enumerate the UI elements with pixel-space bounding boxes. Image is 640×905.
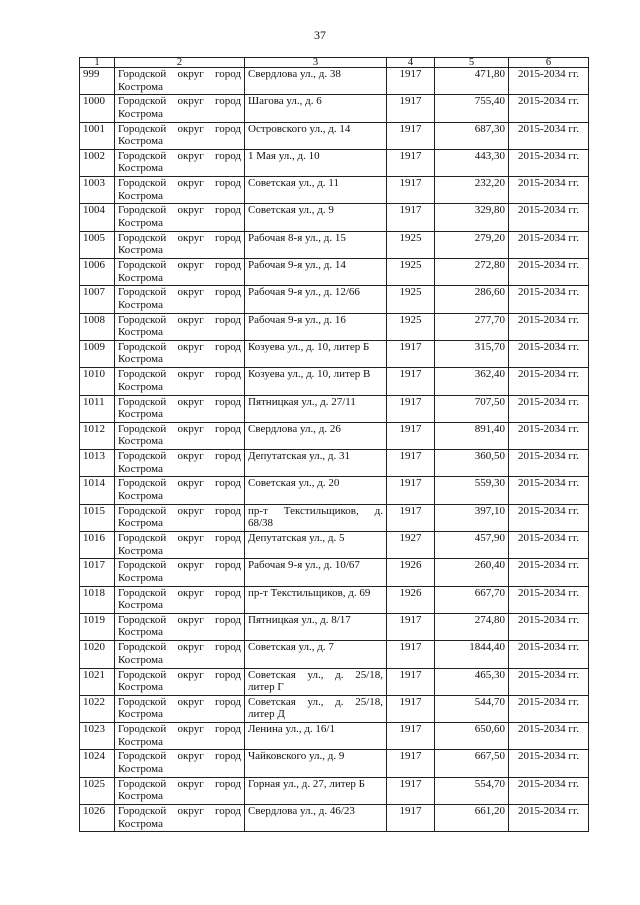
municipality-cell: Городской округ город Кострома <box>115 122 245 149</box>
year-cell: 1917 <box>387 68 435 95</box>
row-number: 1015 <box>80 504 115 531</box>
year-cell: 1917 <box>387 805 435 832</box>
municipality-cell: Городской округ город Кострома <box>115 368 245 395</box>
area-cell: 667,50 <box>435 750 509 777</box>
municipality-cell: Городской округ город Кострома <box>115 559 245 586</box>
table-row <box>80 504 589 531</box>
year-cell: 1917 <box>387 95 435 122</box>
address-cell: Свердлова ул., д. 38 <box>245 68 387 95</box>
area-cell: 279,20 <box>435 231 509 258</box>
area-cell: 360,50 <box>435 450 509 477</box>
row-number: 1008 <box>80 313 115 340</box>
year-cell: 1925 <box>387 286 435 313</box>
repair-period-cell: 2015-2034 гг. <box>509 805 589 832</box>
table-row <box>80 805 589 832</box>
address-cell: пр-т Текстильщиков, д. 69 <box>245 586 387 613</box>
repair-period-cell: 2015-2034 гг. <box>509 750 589 777</box>
area-cell: 397,10 <box>435 504 509 531</box>
address-cell: Свердлова ул., д. 26 <box>245 422 387 449</box>
address-cell: Советская ул., д. 20 <box>245 477 387 504</box>
table-row <box>80 259 589 286</box>
municipality-cell: Городской округ город Кострома <box>115 777 245 804</box>
repair-period-cell: 2015-2034 гг. <box>509 149 589 176</box>
year-cell: 1917 <box>387 340 435 367</box>
year-cell: 1917 <box>387 177 435 204</box>
area-cell: 443,30 <box>435 149 509 176</box>
repair-period-cell: 2015-2034 гг. <box>509 259 589 286</box>
area-cell: 891,40 <box>435 422 509 449</box>
year-cell: 1925 <box>387 313 435 340</box>
address-cell: Островского ул., д. 14 <box>245 122 387 149</box>
area-cell: 260,40 <box>435 559 509 586</box>
table-row <box>80 695 589 722</box>
year-cell: 1917 <box>387 204 435 231</box>
column-header: 2 <box>115 58 245 68</box>
year-cell: 1917 <box>387 368 435 395</box>
table-row <box>80 286 589 313</box>
repair-period-cell: 2015-2034 гг. <box>509 422 589 449</box>
area-cell: 707,50 <box>435 395 509 422</box>
municipality-cell: Городской округ город Кострома <box>115 313 245 340</box>
table-row <box>80 68 589 95</box>
repair-period-cell: 2015-2034 гг. <box>509 231 589 258</box>
table-row <box>80 368 589 395</box>
table-row <box>80 177 589 204</box>
address-cell: Ленина ул., д. 16/1 <box>245 723 387 750</box>
area-cell: 554,70 <box>435 777 509 804</box>
row-number: 1019 <box>80 613 115 640</box>
table-row <box>80 204 589 231</box>
repair-period-cell: 2015-2034 гг. <box>509 340 589 367</box>
repair-period-cell: 2015-2034 гг. <box>509 532 589 559</box>
address-cell: Козуева ул., д. 10, литер В <box>245 368 387 395</box>
repair-period-cell: 2015-2034 гг. <box>509 559 589 586</box>
address-cell: Рабочая 9-я ул., д. 16 <box>245 313 387 340</box>
address-cell: Шагова ул., д. 6 <box>245 95 387 122</box>
address-cell: Рабочая 9-я ул., д. 10/67 <box>245 559 387 586</box>
municipality-cell: Городской округ город Кострома <box>115 477 245 504</box>
address-cell: пр-т Текстильщиков, д. 68/38 <box>245 504 387 531</box>
table-row <box>80 613 589 640</box>
year-cell: 1917 <box>387 450 435 477</box>
year-cell: 1917 <box>387 149 435 176</box>
address-cell: Пятницкая ул., д. 27/11 <box>245 395 387 422</box>
row-number: 1020 <box>80 641 115 668</box>
repair-period-cell: 2015-2034 гг. <box>509 477 589 504</box>
row-number: 1005 <box>80 231 115 258</box>
municipality-cell: Городской округ город Кострома <box>115 95 245 122</box>
header-row <box>80 58 589 68</box>
table-body <box>80 68 589 832</box>
area-cell: 559,30 <box>435 477 509 504</box>
area-cell: 277,70 <box>435 313 509 340</box>
row-number: 1004 <box>80 204 115 231</box>
table-row <box>80 777 589 804</box>
repair-period-cell: 2015-2034 гг. <box>509 177 589 204</box>
year-cell: 1917 <box>387 641 435 668</box>
municipality-cell: Городской округ город Кострома <box>115 422 245 449</box>
municipality-cell: Городской округ город Кострома <box>115 532 245 559</box>
municipality-cell: Городской округ город Кострома <box>115 68 245 95</box>
municipality-cell: Городской округ город Кострома <box>115 504 245 531</box>
table-row <box>80 340 589 367</box>
row-number: 1009 <box>80 340 115 367</box>
year-cell: 1917 <box>387 395 435 422</box>
row-number: 1017 <box>80 559 115 586</box>
address-cell: Пятницкая ул., д. 8/17 <box>245 613 387 640</box>
municipality-cell: Городской округ город Кострома <box>115 695 245 722</box>
table-row <box>80 641 589 668</box>
area-cell: 274,80 <box>435 613 509 640</box>
address-cell: Козуева ул., д. 10, литер Б <box>245 340 387 367</box>
address-cell: Советская ул., д. 25/18, литер Г <box>245 668 387 695</box>
table-row <box>80 532 589 559</box>
area-cell: 457,90 <box>435 532 509 559</box>
row-number: 1018 <box>80 586 115 613</box>
column-header: 4 <box>387 58 435 68</box>
column-header: 5 <box>435 58 509 68</box>
municipality-cell: Городской округ город Кострома <box>115 723 245 750</box>
table-row <box>80 95 589 122</box>
column-header: 3 <box>245 58 387 68</box>
repair-period-cell: 2015-2034 гг. <box>509 395 589 422</box>
area-cell: 272,80 <box>435 259 509 286</box>
repair-period-cell: 2015-2034 гг. <box>509 695 589 722</box>
table-row <box>80 586 589 613</box>
repair-period-cell: 2015-2034 гг. <box>509 668 589 695</box>
row-number: 1026 <box>80 805 115 832</box>
repair-period-cell: 2015-2034 гг. <box>509 504 589 531</box>
row-number: 1000 <box>80 95 115 122</box>
table-row <box>80 395 589 422</box>
municipality-cell: Городской округ город Кострома <box>115 204 245 231</box>
year-cell: 1925 <box>387 259 435 286</box>
repair-period-cell: 2015-2034 гг. <box>509 95 589 122</box>
municipality-cell: Городской округ город Кострома <box>115 805 245 832</box>
row-number: 1002 <box>80 149 115 176</box>
repair-period-cell: 2015-2034 гг. <box>509 641 589 668</box>
address-cell: 1 Мая ул., д. 10 <box>245 149 387 176</box>
area-cell: 471,80 <box>435 68 509 95</box>
municipality-cell: Городской округ город Кострома <box>115 149 245 176</box>
housing-registry-table <box>79 57 589 832</box>
area-cell: 329,80 <box>435 204 509 231</box>
row-number: 1014 <box>80 477 115 504</box>
area-cell: 315,70 <box>435 340 509 367</box>
municipality-cell: Городской округ город Кострома <box>115 259 245 286</box>
area-cell: 661,20 <box>435 805 509 832</box>
municipality-cell: Городской округ город Кострома <box>115 395 245 422</box>
table-row <box>80 750 589 777</box>
address-cell: Советская ул., д. 7 <box>245 641 387 668</box>
area-cell: 1844,40 <box>435 641 509 668</box>
municipality-cell: Городской округ город Кострома <box>115 340 245 367</box>
address-cell: Советская ул., д. 11 <box>245 177 387 204</box>
table-row <box>80 477 589 504</box>
repair-period-cell: 2015-2034 гг. <box>509 450 589 477</box>
row-number: 1023 <box>80 723 115 750</box>
area-cell: 286,60 <box>435 286 509 313</box>
area-cell: 362,40 <box>435 368 509 395</box>
area-cell: 465,30 <box>435 668 509 695</box>
repair-period-cell: 2015-2034 гг. <box>509 122 589 149</box>
column-header: 6 <box>509 58 589 68</box>
year-cell: 1926 <box>387 586 435 613</box>
repair-period-cell: 2015-2034 гг. <box>509 586 589 613</box>
row-number: 1024 <box>80 750 115 777</box>
repair-period-cell: 2015-2034 гг. <box>509 368 589 395</box>
table-row <box>80 231 589 258</box>
year-cell: 1917 <box>387 777 435 804</box>
address-cell: Рабочая 9-я ул., д. 14 <box>245 259 387 286</box>
row-number: 1013 <box>80 450 115 477</box>
table-row <box>80 668 589 695</box>
year-cell: 1917 <box>387 750 435 777</box>
year-cell: 1926 <box>387 559 435 586</box>
year-cell: 1917 <box>387 477 435 504</box>
municipality-cell: Городской округ город Кострома <box>115 641 245 668</box>
year-cell: 1917 <box>387 504 435 531</box>
table-row <box>80 122 589 149</box>
address-cell: Свердлова ул., д. 46/23 <box>245 805 387 832</box>
address-cell: Чайковского ул., д. 9 <box>245 750 387 777</box>
address-cell: Рабочая 9-я ул., д. 12/66 <box>245 286 387 313</box>
repair-period-cell: 2015-2034 гг. <box>509 204 589 231</box>
area-cell: 755,40 <box>435 95 509 122</box>
address-cell: Советская ул., д. 9 <box>245 204 387 231</box>
row-number: 1012 <box>80 422 115 449</box>
page-number: 37 <box>314 28 326 42</box>
table-row <box>80 723 589 750</box>
municipality-cell: Городской округ город Кострома <box>115 450 245 477</box>
row-number: 1007 <box>80 286 115 313</box>
repair-period-cell: 2015-2034 гг. <box>509 613 589 640</box>
municipality-cell: Городской округ город Кострома <box>115 668 245 695</box>
municipality-cell: Городской округ город Кострома <box>115 286 245 313</box>
table-row <box>80 149 589 176</box>
table-row <box>80 559 589 586</box>
address-cell: Советская ул., д. 25/18, литер Д <box>245 695 387 722</box>
repair-period-cell: 2015-2034 гг. <box>509 313 589 340</box>
address-cell: Депутатская ул., д. 5 <box>245 532 387 559</box>
area-cell: 232,20 <box>435 177 509 204</box>
column-header: 1 <box>80 58 115 68</box>
year-cell: 1917 <box>387 422 435 449</box>
year-cell: 1927 <box>387 532 435 559</box>
row-number: 1010 <box>80 368 115 395</box>
area-cell: 687,30 <box>435 122 509 149</box>
address-cell: Депутатская ул., д. 31 <box>245 450 387 477</box>
repair-period-cell: 2015-2034 гг. <box>509 723 589 750</box>
row-number: 1001 <box>80 122 115 149</box>
area-cell: 650,60 <box>435 723 509 750</box>
municipality-cell: Городской округ город Кострома <box>115 586 245 613</box>
area-cell: 667,70 <box>435 586 509 613</box>
table-row <box>80 450 589 477</box>
address-cell: Горная ул., д. 27, литер Б <box>245 777 387 804</box>
year-cell: 1917 <box>387 122 435 149</box>
year-cell: 1917 <box>387 695 435 722</box>
row-number: 1016 <box>80 532 115 559</box>
row-number: 1003 <box>80 177 115 204</box>
area-cell: 544,70 <box>435 695 509 722</box>
row-number: 1025 <box>80 777 115 804</box>
repair-period-cell: 2015-2034 гг. <box>509 777 589 804</box>
row-number: 1006 <box>80 259 115 286</box>
address-cell: Рабочая 8-я ул., д. 15 <box>245 231 387 258</box>
table-row <box>80 422 589 449</box>
year-cell: 1917 <box>387 613 435 640</box>
repair-period-cell: 2015-2034 гг. <box>509 68 589 95</box>
municipality-cell: Городской округ город Кострома <box>115 613 245 640</box>
row-number: 999 <box>80 68 115 95</box>
row-number: 1021 <box>80 668 115 695</box>
municipality-cell: Городской округ город Кострома <box>115 750 245 777</box>
year-cell: 1917 <box>387 723 435 750</box>
municipality-cell: Городской округ город Кострома <box>115 177 245 204</box>
table-row <box>80 313 589 340</box>
municipality-cell: Городской округ город Кострома <box>115 231 245 258</box>
repair-period-cell: 2015-2034 гг. <box>509 286 589 313</box>
row-number: 1022 <box>80 695 115 722</box>
row-number: 1011 <box>80 395 115 422</box>
year-cell: 1925 <box>387 231 435 258</box>
year-cell: 1917 <box>387 668 435 695</box>
